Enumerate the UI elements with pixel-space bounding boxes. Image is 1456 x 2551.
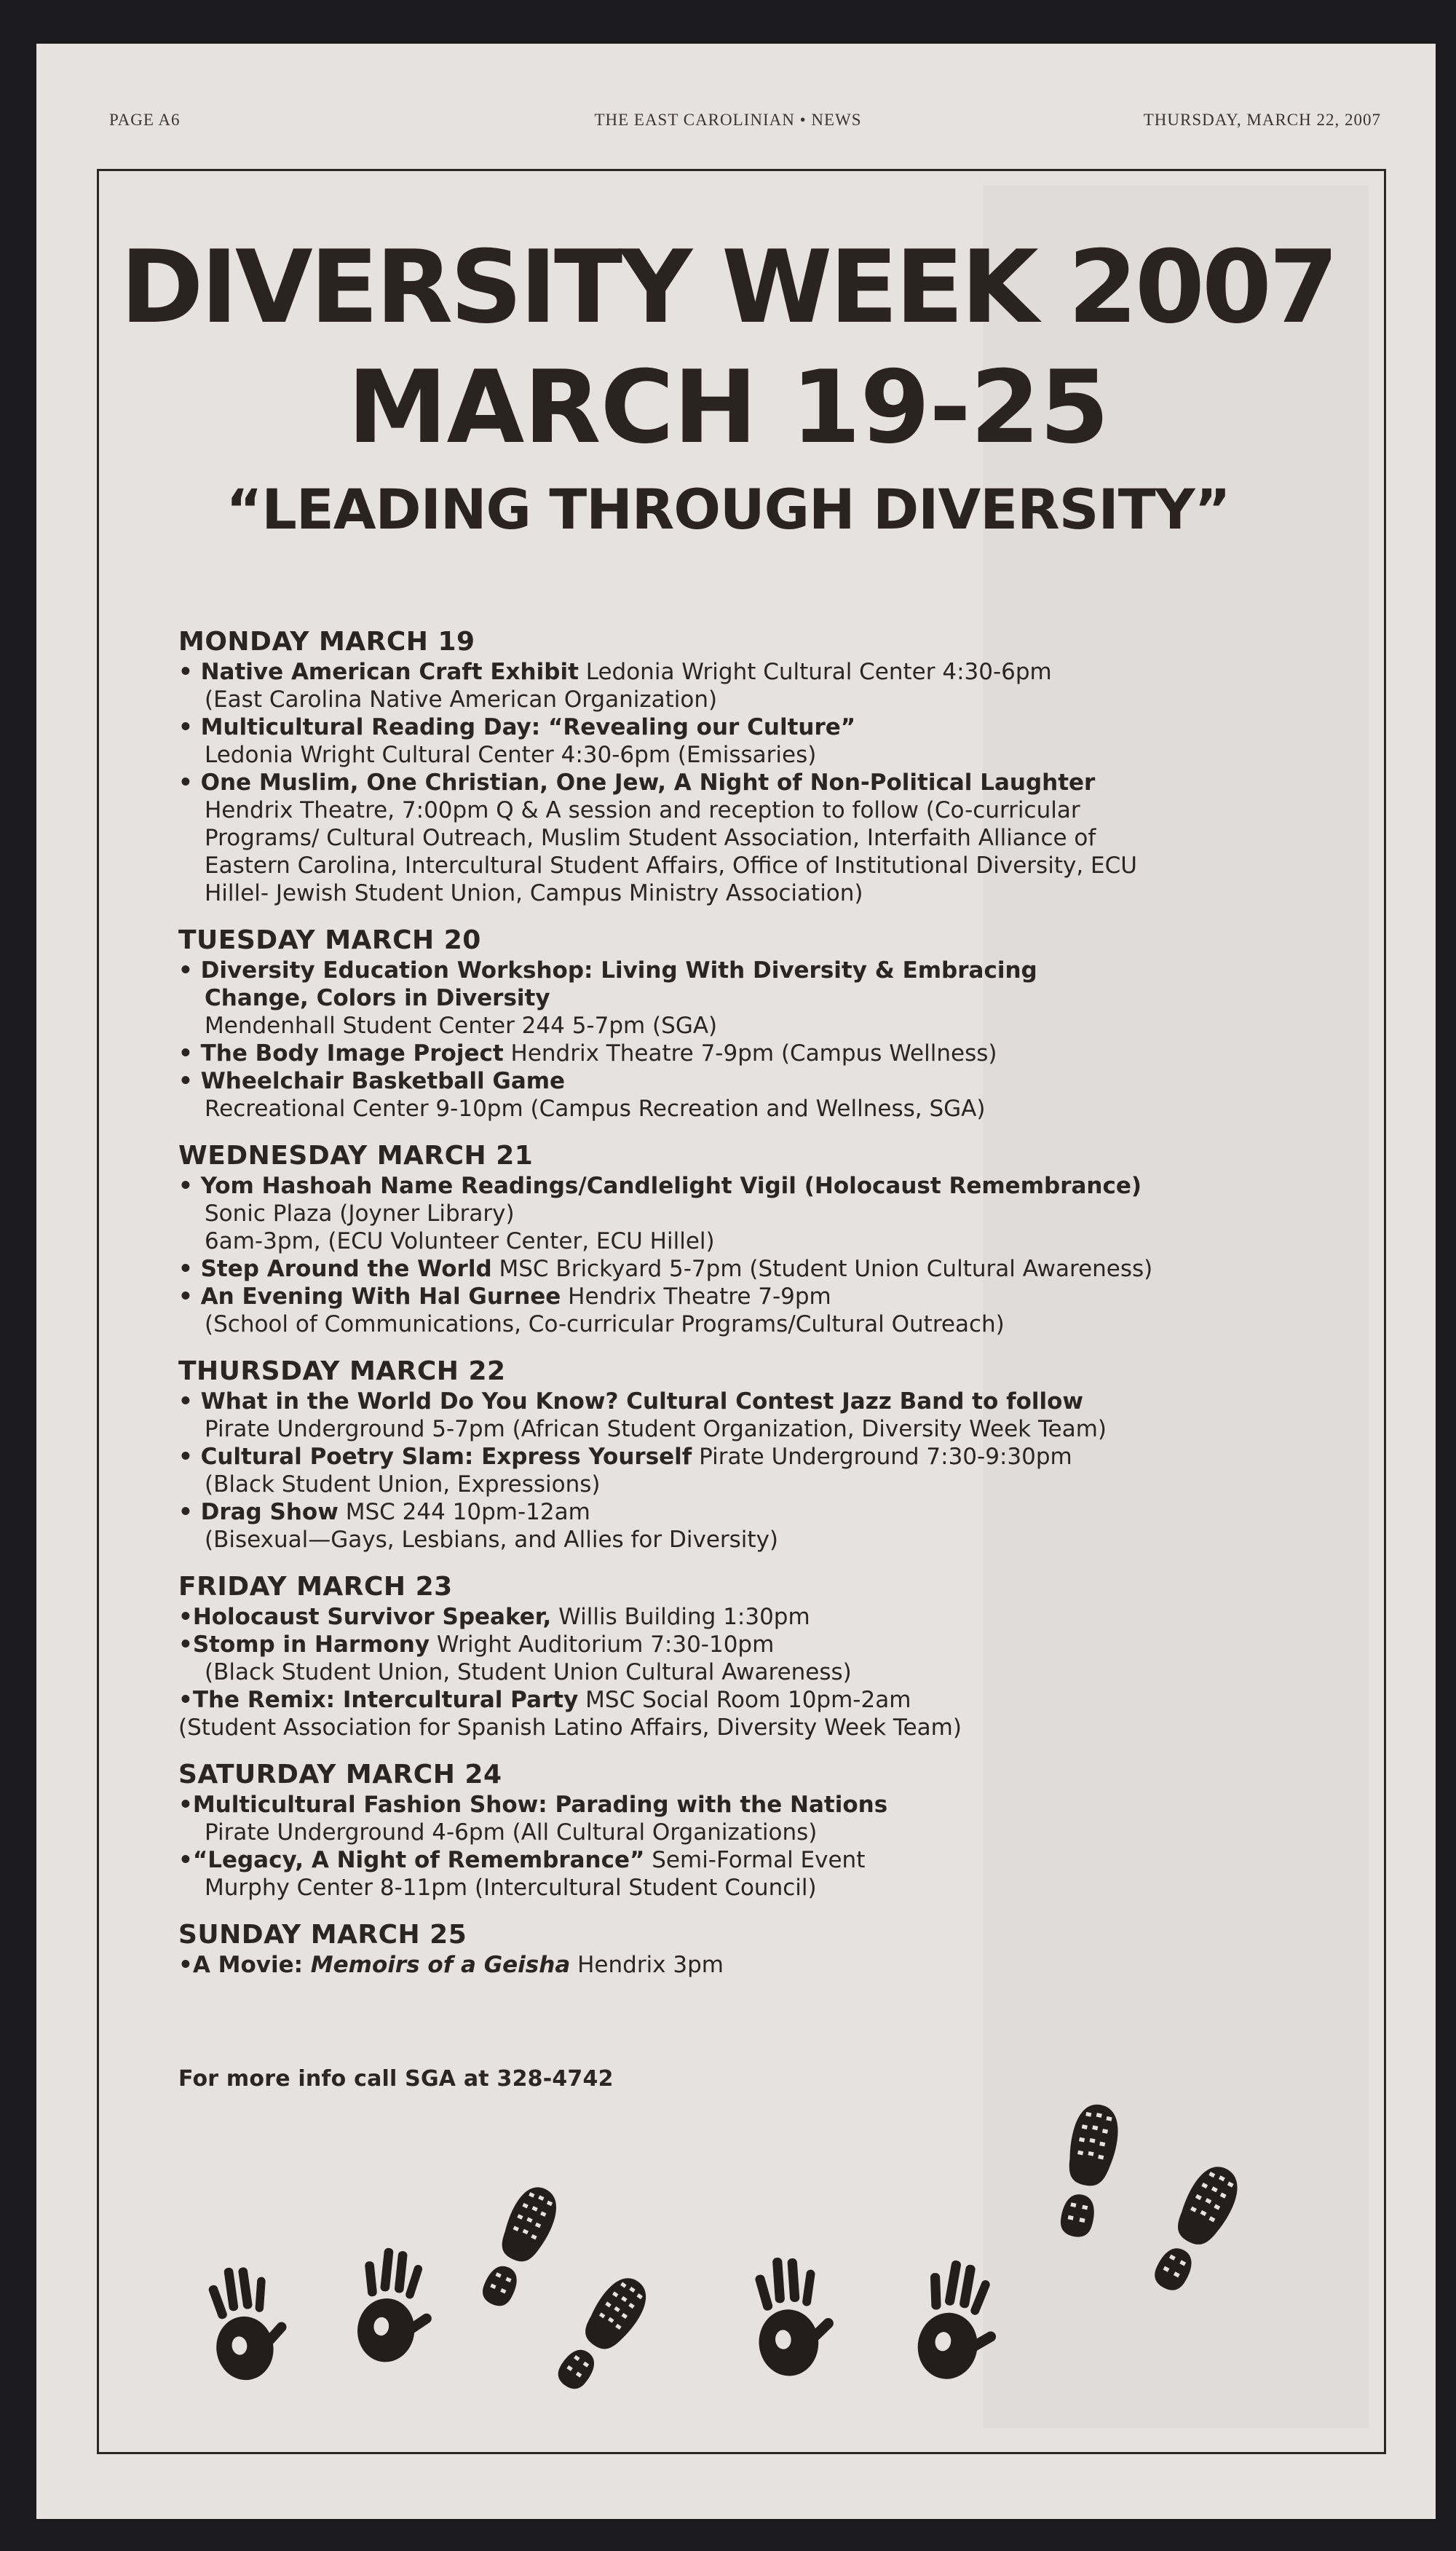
page-number: PAGE A6 [109,111,181,129]
day-heading: THURSDAY MARCH 22 [178,1356,506,1386]
issue-date: THURSDAY, MARCH 22, 2007 [1143,111,1381,129]
event-details: MSC 244 10pm-12am [338,1499,590,1525]
event-schedule [178,626,1285,1996]
event-details: Hendrix 3pm [570,1952,724,1978]
event-item [178,1686,1285,1741]
event-item [178,1443,1285,1498]
event-name: •The Remix: Intercultural Party [178,1687,579,1713]
event-details: Hendrix Theatre 7-9pm (Campus Wellness) [503,1040,997,1067]
event-name: • Yom Hashoah Name Readings/Candlelight Vigil (Holocaust Remembrance) [178,1173,1142,1199]
event-detail-line: Pirate Underground 4-6pm (All Cultural Organizations) [205,1819,818,1846]
day-block [178,1919,1285,1979]
event-item [178,1040,1285,1067]
event-name: •Multicultural Fashion Show: Parading with the Nations [178,1792,888,1818]
event-detail-line: Mendenhall Student Center 244 5-7pm (SGA) [205,1013,718,1039]
day-heading: SATURDAY MARCH 24 [178,1760,502,1789]
event-title-italic: Memoirs of a Geisha [310,1952,571,1978]
event-detail-line: Hillel- Jewish Student Union, Campus Ministry Association) [205,880,863,906]
event-detail-line: Murphy Center 8-11pm (Intercultural Student Council) [205,1875,817,1901]
event-name: •Stomp in Harmony [178,1632,430,1658]
handprint-icon [913,2256,1010,2386]
event-item [178,1388,1285,1443]
event-item [178,1067,1285,1123]
day-heading: WEDNESDAY MARCH 21 [178,1141,534,1171]
event-details: MSC Social Room 10pm-2am [578,1687,911,1713]
event-name: • Multicultural Reading Day: “Revealing our Culture” [178,714,856,740]
headline-title: DIVERSITY WEEK 2007 [120,229,1336,346]
event-name: • Step Around the World [178,1256,492,1282]
event-item [178,1498,1285,1554]
event-detail-line: (East Carolina Native American Organization) [205,687,718,713]
event-item [178,1283,1285,1338]
day-block [178,626,1285,907]
event-detail-line: Eastern Carolina, Intercultural Student Affairs, Office of Institutional Diversity, ECU [205,853,1137,879]
footprint-icon [1144,2159,1247,2298]
event-item [178,1631,1285,1686]
event-details: Semi-Formal Event [644,1847,866,1873]
event-name: • Wheelchair Basketball Game [178,1068,566,1094]
contact-info: For more info call SGA at 328-4742 [178,2066,614,2092]
day-heading: FRIDAY MARCH 23 [178,1572,453,1602]
event-detail-line: (Black Student Union, Expressions) [205,1471,601,1498]
event-item [178,713,1285,769]
event-detail-line: (School of Communications, Co-curricular Programs/Cultural Outreach) [205,1311,1005,1337]
day-block [178,1759,1285,1902]
event-item [178,1603,1285,1631]
footprint-icon [1052,2100,1124,2241]
headline-dates: MARCH 19-25 [347,349,1109,466]
publication-name: THE EAST CAROLINIAN • NEWS [594,111,862,129]
day-heading: SUNDAY MARCH 25 [178,1920,467,1950]
day-block [178,1356,1285,1554]
event-name: • An Evening With Hal Gurnee [178,1284,561,1310]
event-details: Wright Auditorium 7:30-10pm [430,1632,775,1658]
event-name: • What in the World Do You Know? Cultural Contest Jazz Band to follow [178,1388,1084,1415]
event-detail-line: (Bisexual—Gays, Lesbians, and Allies for Diversity) [205,1527,779,1553]
event-item [178,1255,1285,1283]
event-details: Ledonia Wright Cultural Center 4:30-6pm [578,659,1052,685]
event-item [178,769,1285,907]
day-heading: TUESDAY MARCH 20 [178,925,481,955]
event-detail-line: Hendrix Theatre, 7:00pm Q & A session and reception to follow (Co-curricular [205,797,1080,823]
event-detail-line: Recreational Center 9-10pm (Campus Recreation and Wellness, SGA) [205,1096,986,1122]
handprint-icon [205,2261,295,2384]
event-name: • Native American Craft Exhibit [178,659,579,685]
footprint-icon [548,2269,656,2397]
handprint-icon [355,2246,440,2367]
day-block [178,1140,1285,1338]
event-detail-line: 6am-3pm, (ECU Volunteer Center, ECU Hillel) [205,1228,715,1254]
event-item [178,658,1285,713]
event-item [178,1791,1285,1846]
event-details: Pirate Underground 7:30-9:30pm [692,1444,1072,1470]
day-block [178,1571,1285,1741]
headline-slogan: “LEADING THROUGH DIVERSITY” [226,477,1230,542]
day-heading: MONDAY MARCH 19 [178,627,475,657]
event-detail-line: Ledonia Wright Cultural Center 4:30-6pm (Emissaries) [205,742,817,768]
event-details: Hendrix Theatre 7-9pm [561,1284,831,1310]
event-name: • Diversity Education Workshop: Living With Diversity & Embracing [178,957,1037,984]
event-name: • Drag Show [178,1499,339,1525]
footprint-icon [473,2180,566,2314]
event-name: •Holocaust Survivor Speaker, [178,1604,552,1630]
event-detail-line: Pirate Underground 5-7pm (African Student Organization, Diversity Week Team) [205,1416,1107,1442]
event-detail-line: (Black Student Union, Student Union Cultural Awareness) [205,1659,852,1685]
event-item [178,1951,1285,1979]
event-item [178,1172,1285,1255]
event-name: • The Body Image Project [178,1040,504,1067]
event-detail-line: Sonic Plaza (Joyner Library) [205,1201,515,1227]
event-item [178,957,1285,1040]
event-name: •A Movie: [178,1952,311,1978]
event-name-continued: Change, Colors in Diversity [205,985,550,1011]
handprint-icon [753,2254,839,2378]
day-block [178,925,1285,1123]
event-name: •“Legacy, A Night of Remembrance” [178,1847,645,1873]
event-detail-line: (Student Association for Spanish Latino Affairs, Diversity Week Team) [178,1714,962,1741]
event-name: • One Muslim, One Christian, One Jew, A Night of Non-Political Laughter [178,770,1096,796]
event-name: • Cultural Poetry Slam: Express Yourself [178,1444,692,1470]
event-details: Willis Building 1:30pm [551,1604,810,1630]
event-item [178,1846,1285,1902]
event-detail-line: Programs/ Cultural Outreach, Muslim Student Association, Interfaith Alliance of [205,825,1096,851]
event-details: MSC Brickyard 5-7pm (Student Union Cultural Awareness) [491,1256,1153,1282]
footprints-handprints-decoration [0,2097,1456,2410]
